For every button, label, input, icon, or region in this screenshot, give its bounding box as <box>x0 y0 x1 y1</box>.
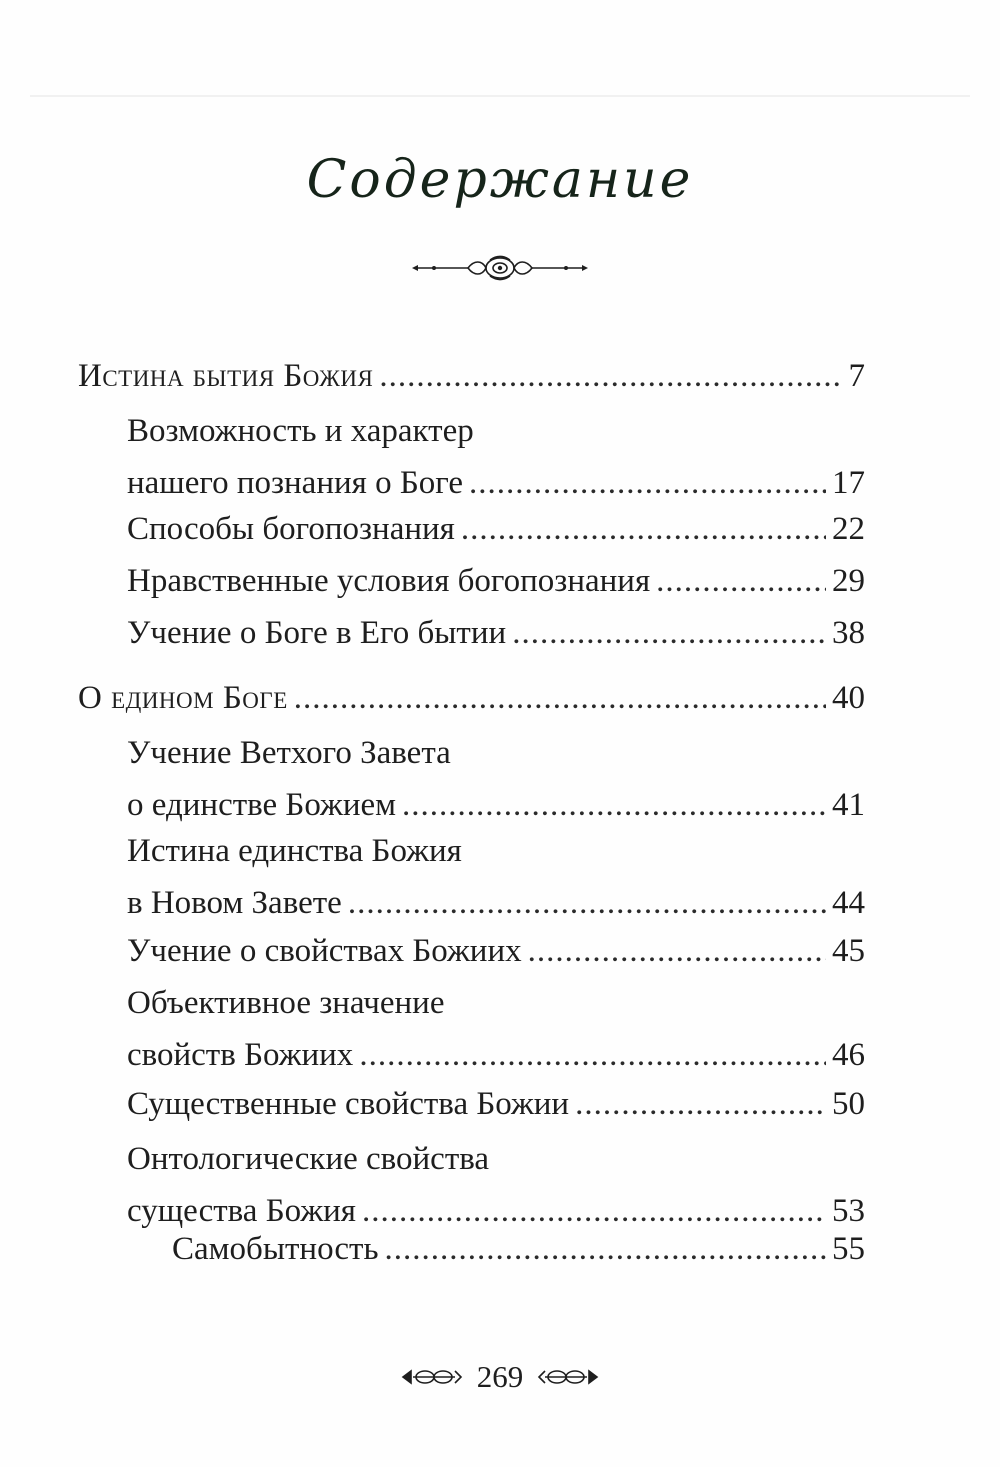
dot-leader <box>528 925 826 977</box>
dot-leader <box>385 1223 826 1275</box>
toc-page-number: 45 <box>832 933 865 969</box>
dot-leader <box>379 350 842 402</box>
toc-page-number: 17 <box>832 465 865 501</box>
toc-entry[interactable] <box>127 1133 865 1237</box>
toc-entry-title: существа Божия <box>127 1193 356 1229</box>
toc-entry-row <box>172 1223 865 1275</box>
footer-ornament-left-icon <box>399 1367 463 1387</box>
toc-entry-row <box>127 1078 865 1130</box>
toc-entry-row <box>127 925 865 977</box>
toc-entry-title: в Новом Завете <box>127 885 342 921</box>
toc-entry[interactable] <box>127 503 865 555</box>
dot-leader <box>512 607 826 659</box>
toc-entry-title-line: Истина единства Божия <box>127 833 462 869</box>
dot-leader <box>575 1078 826 1130</box>
toc-entry[interactable] <box>127 825 865 929</box>
toc-page-number: 53 <box>832 1193 865 1229</box>
toc-entry[interactable] <box>78 350 865 402</box>
toc-entry-title: о единстве Божием <box>127 787 397 823</box>
toc-entry-title-line: Учение Ветхого Завета <box>127 735 451 771</box>
toc-page-number: 22 <box>832 511 865 547</box>
toc-page-number: 41 <box>832 787 865 823</box>
toc-entry[interactable] <box>172 1223 865 1275</box>
dot-leader <box>348 877 826 929</box>
page-footer <box>0 1360 1000 1394</box>
dot-leader <box>402 779 826 831</box>
toc-entry-row <box>127 607 865 659</box>
toc-entry[interactable] <box>127 607 865 659</box>
toc-entry[interactable] <box>127 977 865 1081</box>
toc-page-number: 38 <box>832 615 865 651</box>
toc-entry-title: Существенные свойства Божии <box>127 1086 570 1122</box>
toc-entry[interactable] <box>127 555 865 607</box>
toc-entry-title: Учение о свойствах Божиих <box>127 933 522 969</box>
toc-entry-title: Учение о Боге в Его бытии <box>127 615 507 651</box>
dot-leader <box>294 672 826 724</box>
toc-entry-title-line: Возможность и характер <box>127 413 474 449</box>
toc-page-number: 44 <box>832 885 865 921</box>
toc-entry-row <box>127 779 865 831</box>
toc-entry-row <box>127 877 865 929</box>
toc-entry-title: Самобытность <box>172 1231 379 1267</box>
toc-entry-title: Истина бытия Божия <box>78 358 374 394</box>
dot-leader <box>359 1029 826 1081</box>
toc-entry[interactable] <box>127 1078 865 1130</box>
dot-leader <box>469 457 826 509</box>
dot-leader <box>461 503 826 555</box>
toc-entry-row <box>127 1029 865 1081</box>
dot-leader <box>656 555 826 607</box>
toc-page-number: 50 <box>832 1086 865 1122</box>
toc-entry[interactable] <box>78 672 865 724</box>
toc-entry-title: свойств Божиих <box>127 1037 354 1073</box>
toc-entry-title-line: Онтологические свойства <box>127 1141 490 1177</box>
toc-entry-title: О едином Боге <box>78 680 288 716</box>
toc-entry[interactable] <box>127 925 865 977</box>
toc-entry-title: нашего познания о Боге <box>127 465 464 501</box>
toc-entry[interactable] <box>127 727 865 831</box>
toc-entry-row <box>127 457 865 509</box>
page-title: Содержание <box>306 150 694 210</box>
toc-page-number: 29 <box>832 563 865 599</box>
toc-page-number: 7 <box>848 358 865 394</box>
toc-entry[interactable] <box>127 405 865 509</box>
toc-page-number: 40 <box>832 680 865 716</box>
toc-entry-row <box>127 503 865 555</box>
footer-ornament-right-icon <box>537 1367 601 1387</box>
toc-entry-title-line: Объективное значение <box>127 985 445 1021</box>
toc-entry-title: Нравственные условия богопознания <box>127 563 651 599</box>
toc-entry-row <box>78 672 865 724</box>
toc-page-number: 55 <box>832 1231 865 1267</box>
page-number: 269 <box>476 1359 524 1394</box>
toc-entry-row <box>78 350 865 402</box>
toc-entry-title: Способы богопознания <box>127 511 455 547</box>
toc-page-number: 46 <box>832 1037 865 1073</box>
toc-entry-row <box>127 555 865 607</box>
